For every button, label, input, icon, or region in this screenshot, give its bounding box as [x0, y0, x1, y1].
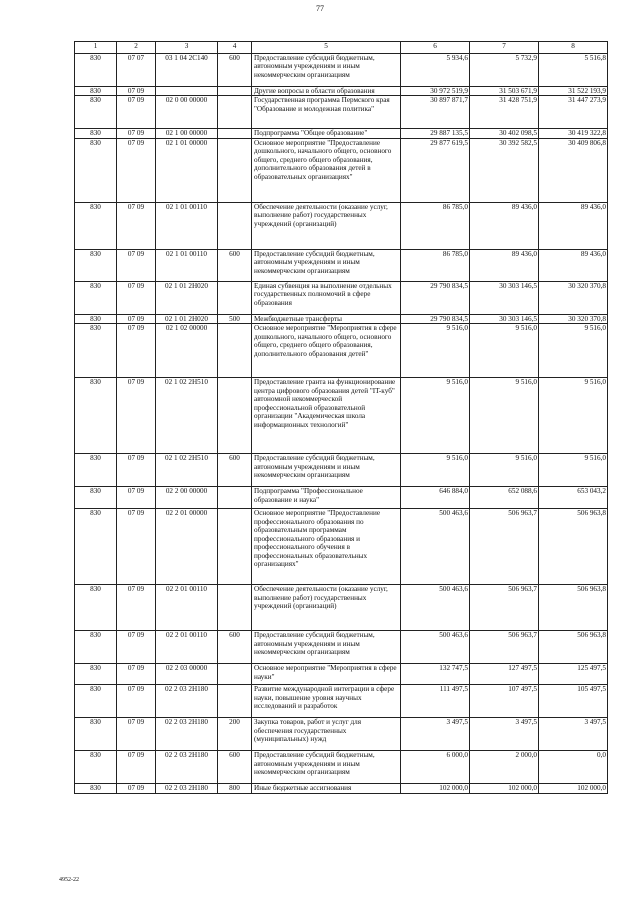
table-row [75, 631, 608, 664]
target-article-cell: 02 2 03 2Н180 [156, 718, 218, 751]
ministry-code-cell: 830 [75, 631, 117, 664]
expense-type-cell [218, 87, 252, 96]
expense-type-cell [218, 281, 252, 314]
amount-year-1-cell: 132 747,5 [401, 664, 470, 685]
amount-year-1-cell: 500 463,6 [401, 585, 470, 631]
header-cell: 6 [401, 42, 470, 54]
ministry-code-cell: 830 [75, 129, 117, 138]
amount-year-2-cell: 3 497,5 [470, 718, 539, 751]
ministry-code-cell: 830 [75, 281, 117, 314]
amount-year-3-cell: 506 963,8 [539, 631, 608, 664]
expense-type-cell: 600 [218, 751, 252, 784]
expense-type-cell: 600 [218, 631, 252, 664]
target-article-cell: 02 2 03 2Н180 [156, 784, 218, 794]
amount-year-1-cell: 9 516,0 [401, 324, 470, 378]
header-cell: 2 [117, 42, 156, 54]
expense-type-cell [218, 585, 252, 631]
target-article-cell: 02 2 00 00000 [156, 487, 218, 509]
target-article-cell: 02 1 01 00000 [156, 138, 218, 202]
amount-year-2-cell: 9 516,0 [470, 454, 539, 487]
expense-type-cell: 200 [218, 718, 252, 751]
amount-year-3-cell: 0,0 [539, 751, 608, 784]
amount-year-1-cell: 6 000,0 [401, 751, 470, 784]
section-code-cell: 07 09 [117, 751, 156, 784]
section-code-cell: 07 09 [117, 129, 156, 138]
item-name-cell: Развитие международной интеграции в сфере науки, повышение уровня научных исследований и разработок [252, 685, 401, 718]
target-article-cell [156, 87, 218, 96]
item-name-cell: Предоставление субсидий бюджетным, автономным учреждениям и иным некоммерческим организациям [252, 249, 401, 281]
amount-year-1-cell: 29 877 619,5 [401, 138, 470, 202]
ministry-code-cell: 830 [75, 96, 117, 129]
header-row [75, 42, 608, 54]
section-code-cell: 07 09 [117, 138, 156, 202]
section-code-cell: 07 09 [117, 784, 156, 794]
amount-year-1-cell: 500 463,6 [401, 509, 470, 585]
amount-year-2-cell: 31 428 751,9 [470, 96, 539, 129]
budget-table [74, 41, 608, 794]
item-name-cell: Подпрограмма "Общее образование" [252, 129, 401, 138]
ministry-code-cell: 830 [75, 378, 117, 454]
header-cell: 7 [470, 42, 539, 54]
table-row [75, 138, 608, 202]
amount-year-3-cell: 102 000,0 [539, 784, 608, 794]
amount-year-2-cell: 102 000,0 [470, 784, 539, 794]
table-row [75, 751, 608, 784]
section-code-cell: 07 09 [117, 718, 156, 751]
amount-year-2-cell: 5 732,9 [470, 54, 539, 87]
ministry-code-cell: 830 [75, 314, 117, 323]
expense-type-cell [218, 138, 252, 202]
item-name-cell: Основное мероприятие "Мероприятия в сфере науки" [252, 664, 401, 685]
amount-year-3-cell: 89 436,0 [539, 249, 608, 281]
ministry-code-cell: 830 [75, 718, 117, 751]
target-article-cell: 02 1 02 2Н510 [156, 454, 218, 487]
ministry-code-cell: 830 [75, 249, 117, 281]
amount-year-2-cell: 506 963,7 [470, 585, 539, 631]
ministry-code-cell: 830 [75, 751, 117, 784]
section-code-cell: 07 07 [117, 54, 156, 87]
amount-year-3-cell: 3 497,5 [539, 718, 608, 751]
table-row [75, 281, 608, 314]
section-code-cell: 07 09 [117, 324, 156, 378]
header-cell: 8 [539, 42, 608, 54]
table-row [75, 202, 608, 249]
item-name-cell: Обеспечение деятельности (оказание услуг, выполнение работ) государственных учреждений (организаций) [252, 202, 401, 249]
amount-year-1-cell: 86 785,0 [401, 202, 470, 249]
amount-year-2-cell: 2 000,0 [470, 751, 539, 784]
amount-year-3-cell: 506 963,8 [539, 509, 608, 585]
item-name-cell: Основное мероприятие "Предоставление дошкольного, начального общего, основного общего, среднего общего образования, дополнительного образования детей в образовательных организациях" [252, 138, 401, 202]
target-article-cell: 02 1 02 2Н510 [156, 378, 218, 454]
expense-type-cell [218, 664, 252, 685]
ministry-code-cell: 830 [75, 87, 117, 96]
target-article-cell: 02 0 00 00000 [156, 96, 218, 129]
ministry-code-cell: 830 [75, 784, 117, 794]
amount-year-3-cell: 30 409 806,8 [539, 138, 608, 202]
expense-type-cell [218, 324, 252, 378]
expense-type-cell: 500 [218, 314, 252, 323]
amount-year-1-cell: 29 790 834,5 [401, 314, 470, 323]
amount-year-3-cell: 653 043,2 [539, 487, 608, 509]
amount-year-1-cell: 3 497,5 [401, 718, 470, 751]
amount-year-3-cell: 30 419 322,8 [539, 129, 608, 138]
amount-year-2-cell: 30 303 146,5 [470, 314, 539, 323]
ministry-code-cell: 830 [75, 454, 117, 487]
ministry-code-cell: 830 [75, 487, 117, 509]
table-row [75, 324, 608, 378]
section-code-cell: 07 09 [117, 509, 156, 585]
table-body [75, 54, 608, 794]
section-code-cell: 07 09 [117, 378, 156, 454]
amount-year-1-cell: 30 897 871,7 [401, 96, 470, 129]
amount-year-2-cell: 89 436,0 [470, 249, 539, 281]
amount-year-2-cell: 31 503 671,9 [470, 87, 539, 96]
amount-year-1-cell: 86 785,0 [401, 249, 470, 281]
section-code-cell: 07 09 [117, 585, 156, 631]
ministry-code-cell: 830 [75, 138, 117, 202]
section-code-cell: 07 09 [117, 685, 156, 718]
table-row [75, 314, 608, 323]
amount-year-1-cell: 111 497,5 [401, 685, 470, 718]
amount-year-2-cell: 89 436,0 [470, 202, 539, 249]
expense-type-cell: 600 [218, 249, 252, 281]
target-article-cell: 02 2 03 2Н180 [156, 751, 218, 784]
item-name-cell: Основное мероприятие "Мероприятия в сфере дошкольного, начального общего, основного общего, среднего общего образования, дополнительного образования детей" [252, 324, 401, 378]
amount-year-1-cell: 5 934,6 [401, 54, 470, 87]
section-code-cell: 07 09 [117, 281, 156, 314]
amount-year-3-cell: 506 963,8 [539, 585, 608, 631]
table-row [75, 487, 608, 509]
target-article-cell: 02 1 01 2Н020 [156, 314, 218, 323]
table-row [75, 249, 608, 281]
amount-year-1-cell: 102 000,0 [401, 784, 470, 794]
amount-year-3-cell: 9 516,0 [539, 324, 608, 378]
item-name-cell: Предоставление субсидий бюджетным, автономным учреждениям и иным некоммерческим организациям [252, 54, 401, 87]
expense-type-cell [218, 202, 252, 249]
ministry-code-cell: 830 [75, 509, 117, 585]
item-name-cell: Основное мероприятие "Предоставление профессионального образования по образовательным программам профессионального образования и профессионального обучения в профессиональных образовательных организациях" [252, 509, 401, 585]
amount-year-1-cell: 646 884,0 [401, 487, 470, 509]
expense-type-cell [218, 509, 252, 585]
expense-type-cell: 600 [218, 54, 252, 87]
expense-type-cell: 800 [218, 784, 252, 794]
expense-type-cell [218, 129, 252, 138]
item-name-cell: Межбюджетные трансферты [252, 314, 401, 323]
target-article-cell: 02 1 01 00110 [156, 249, 218, 281]
table-row [75, 129, 608, 138]
item-name-cell: Предоставление гранта на функционирование центра цифрового образования детей "IT-куб" автономной некоммерческой профессиональной образовательной организации "Академическая школа информационных технологий" [252, 378, 401, 454]
amount-year-3-cell: 30 320 370,8 [539, 314, 608, 323]
target-article-cell: 02 2 03 2Н180 [156, 685, 218, 718]
item-name-cell: Закупка товаров, работ и услуг для обеспечения государственных (муниципальных) нужд [252, 718, 401, 751]
expense-type-cell [218, 378, 252, 454]
amount-year-3-cell: 9 516,0 [539, 378, 608, 454]
item-name-cell: Иные бюджетные ассигнования [252, 784, 401, 794]
item-name-cell: Единая субвенция на выполнение отдельных государственных полномочий в сфере образования [252, 281, 401, 314]
item-name-cell: Подпрограмма "Профессиональное образование и наука" [252, 487, 401, 509]
section-code-cell: 07 09 [117, 314, 156, 323]
header-cell: 5 [252, 42, 401, 54]
table-row [75, 87, 608, 96]
section-code-cell: 07 09 [117, 249, 156, 281]
amount-year-2-cell: 9 516,0 [470, 324, 539, 378]
section-code-cell: 07 09 [117, 202, 156, 249]
ministry-code-cell: 830 [75, 324, 117, 378]
target-article-cell: 02 1 01 00110 [156, 202, 218, 249]
item-name-cell: Обеспечение деятельности (оказание услуг, выполнение работ) государственных учреждений (организаций) [252, 585, 401, 631]
target-article-cell: 02 1 01 2Н020 [156, 281, 218, 314]
target-article-cell: 02 2 01 00110 [156, 631, 218, 664]
expense-type-cell [218, 685, 252, 718]
table-row [75, 784, 608, 794]
item-name-cell: Предоставление субсидий бюджетным, автономным учреждениям и иным некоммерческим организациям [252, 631, 401, 664]
expense-type-cell [218, 96, 252, 129]
table-row [75, 585, 608, 631]
ministry-code-cell: 830 [75, 664, 117, 685]
target-article-cell: 02 1 02 00000 [156, 324, 218, 378]
expense-type-cell [218, 487, 252, 509]
expense-type-cell: 600 [218, 454, 252, 487]
table-row [75, 685, 608, 718]
section-code-cell: 07 09 [117, 454, 156, 487]
amount-year-3-cell: 105 497,5 [539, 685, 608, 718]
amount-year-2-cell: 30 392 582,5 [470, 138, 539, 202]
amount-year-1-cell: 9 516,0 [401, 454, 470, 487]
header-cell: 3 [156, 42, 218, 54]
table-row [75, 54, 608, 87]
amount-year-2-cell: 30 402 098,5 [470, 129, 539, 138]
amount-year-3-cell: 9 516,0 [539, 454, 608, 487]
amount-year-2-cell: 30 303 146,5 [470, 281, 539, 314]
amount-year-3-cell: 89 436,0 [539, 202, 608, 249]
table-row [75, 378, 608, 454]
header-cell: 1 [75, 42, 117, 54]
amount-year-3-cell: 125 497,5 [539, 664, 608, 685]
section-code-cell: 07 09 [117, 487, 156, 509]
section-code-cell: 07 09 [117, 96, 156, 129]
amount-year-1-cell: 9 516,0 [401, 378, 470, 454]
page-number: 77 [316, 4, 324, 13]
item-name-cell: Предоставление субсидий бюджетным, автономным учреждениям и иным некоммерческим организациям [252, 454, 401, 487]
target-article-cell: 03 1 04 2С140 [156, 54, 218, 87]
amount-year-1-cell: 29 887 135,5 [401, 129, 470, 138]
section-code-cell: 07 09 [117, 87, 156, 96]
amount-year-1-cell: 500 463,6 [401, 631, 470, 664]
table-row [75, 718, 608, 751]
table-row [75, 454, 608, 487]
amount-year-3-cell: 5 516,8 [539, 54, 608, 87]
ministry-code-cell: 830 [75, 585, 117, 631]
section-code-cell: 07 09 [117, 664, 156, 685]
ministry-code-cell: 830 [75, 202, 117, 249]
target-article-cell: 02 1 00 00000 [156, 129, 218, 138]
amount-year-2-cell: 9 516,0 [470, 378, 539, 454]
item-name-cell: Предоставление субсидий бюджетным, автономным учреждениям и иным некоммерческим организациям [252, 751, 401, 784]
table-row [75, 664, 608, 685]
target-article-cell: 02 2 01 00000 [156, 509, 218, 585]
amount-year-3-cell: 31 522 193,9 [539, 87, 608, 96]
target-article-cell: 02 2 03 00000 [156, 664, 218, 685]
item-name-cell: Другие вопросы в области образования [252, 87, 401, 96]
amount-year-2-cell: 506 963,7 [470, 509, 539, 585]
amount-year-1-cell: 29 790 834,5 [401, 281, 470, 314]
amount-year-3-cell: 31 447 273,9 [539, 96, 608, 129]
amount-year-1-cell: 30 972 519,9 [401, 87, 470, 96]
section-code-cell: 07 09 [117, 631, 156, 664]
item-name-cell: Государственная программа Пермского края "Образование и молодежная политика" [252, 96, 401, 129]
amount-year-2-cell: 107 497,5 [470, 685, 539, 718]
header-cell: 4 [218, 42, 252, 54]
amount-year-3-cell: 30 320 370,8 [539, 281, 608, 314]
ministry-code-cell: 830 [75, 685, 117, 718]
amount-year-2-cell: 652 088,6 [470, 487, 539, 509]
amount-year-2-cell: 127 497,5 [470, 664, 539, 685]
target-article-cell: 02 2 01 00110 [156, 585, 218, 631]
table-row [75, 509, 608, 585]
amount-year-2-cell: 506 963,7 [470, 631, 539, 664]
table-row [75, 96, 608, 129]
ministry-code-cell: 830 [75, 54, 117, 87]
document-code: 4952-22 [59, 877, 79, 883]
